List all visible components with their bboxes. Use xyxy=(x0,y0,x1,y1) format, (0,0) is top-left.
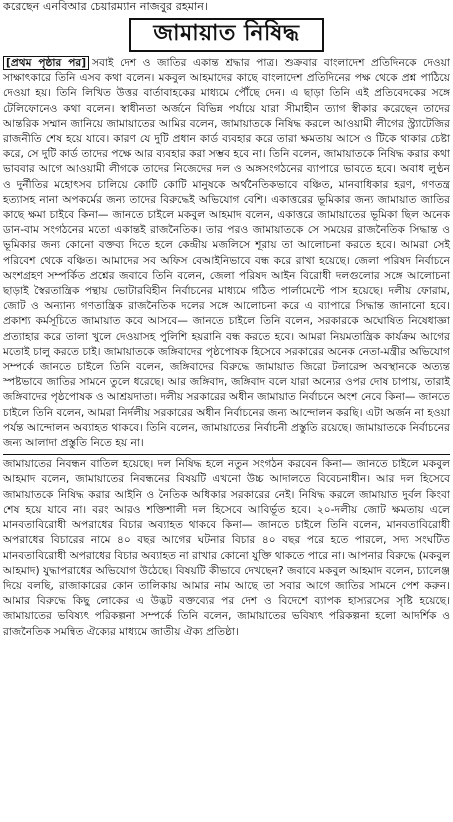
article-headline: জামায়াত নিষিদ্ধ xyxy=(129,18,323,52)
previous-article-tail: করেছেন এনবিআর চেয়ারম্যান নাজবুর রহমান। xyxy=(3,0,208,13)
article-paragraph: জামায়াতের নিবন্ধন বাতিল হয়েছে। দল নিষিদ্ধ হলে নতুন সংগঠন করবেন কিনা— জানতে চাইলে মকবুল আহমাদ বলেন, জামায়াতের নিবন্ধনের বিষয়টি এখনো উচ্চ আদালতে বিবেচনাধীন। আর দল হিসেবে জামায়াতকে নিষিদ্ধ করার আইনি ও নৈতিক অধিকার সরকারের নেই। নিষিদ্ধ করলে জামায়াত দুর্বল কিংবা শেষ হয়ে যাবে না। বরং আরও শক্তিশালী দল হিসেবে আবির্ভূত হবে। ২০-দলীয় জোট ক্ষমতায় এলে মানবতাবিরোধী অপরাধের বিচার অব্যাহত থাকবে কিনা— জানতে চাইলে তিনি বলেন, মানবতাবিরোধী অপরাধের বিচারের নামে ৪০ বছর আগের ঘটনার বিচার ৪০ বছর পরে হতে পারলে, সদ্য সংঘটিত মানবতাবিরোধী অপরাধের বিচার অব্যাহত না রাখার কোনো যুক্তি থাকতে পারে না। আপনার বিরুদ্ধে (মকবুল আহমাদ) যুদ্ধাপরাধের অভিযোগ উঠেছে। বিষয়টি কীভাবে দেখছেন? জবাবে মকবুল আহমাদ বলেন, চ্যালেঞ্জ দিয়ে বলছি, রাজাকারের কোন তালিকায় আমার নাম আছে তা সবার আগে জাতির সামনে পেশ করুন। আমার বিরুদ্ধে কিছু লোকের এ উদ্ভট বক্তব্যের পর দেশ ও বিদেশে ব্যাপক হাস্যরসের সৃষ্টি হয়েছে। জামায়াতের ভবিষ্যৎ পরিকল্পনা সম্পর্কে তিনি বলেন, জামায়াতের ভবিষ্যৎ পরিকল্পনা হলো আদর্শিক ও রাজনৈতিক সমন্বিত ঐক্যের মাধ্যমে জাতীয় ঐক্য প্রতিষ্ঠা। xyxy=(3,458,450,638)
continuation-label: [প্রথম পৃষ্ঠার পর] xyxy=(3,56,89,70)
paragraph-text: সবাই দেশ ও জাতির একান্ত শ্রদ্ধার পাত্র। শুক্রবার বাংলাদেশ প্রতিদিনকে দেওয়া সাক্ষাৎকারে তিনি এসব কথা বলেন। মকবুল আহমাদের কাছে বাংলাদেশ প্রতিদিনের পক্ষ থেকে প্রশ্ন পাঠিয়ে দেওয়া হয়। তিনি লিখিত উত্তর বার্তাবাহকের মাধ্যমে পৌঁছে দেন। এ ছাড়া তিনি এই প্রতিবেদকের সঙ্গে টেলিফোনেও কথা বলেন। স্বাধীনতা অর্জনে বিভিন্ন পর্যায়ে যারা সীমাহীন ত্যাগ স্বীকার করেছেন তাদের আন্তরিক সম্মান জানিয়ে জামায়াতের আমির বলেন, জামায়াতকে নিষিদ্ধ করলে আওয়ামী লীগের স্ট্র্যাটেজির রাজনীতি শেষ হয়ে যাবে। কারণ যে দুটি প্রধান কার্ড ব্যবহার করে তারা ক্ষমতায় আসে ও টিকে থাকার চেষ্টা করে, সে দুটি কার্ড তাদের পক্ষে আর ব্যবহার করা সম্ভব হবে না। তিনি বলেন, জামায়াতকে নিষিদ্ধ করার কথা ভাববার আগে আওয়ামী লীগকে তাদের নিজেদের দল ও অঙ্গসংগঠনের ব্যাপারে ভাবতে হবে। অবাধ লুণ্ঠন ও দুর্নীতির মহোৎসব চালিয়ে কোটি কোটি মানুষকে অর্থনৈতিকভাবে বঞ্চিত, মানবাধিকার হরণ, গণতন্ত্র হত্যাসহ নানা অপকর্মের জন্য তাদের বিরুদ্ধেই অভিযোগ বেশি। একাত্তরের ভূমিকার জন্য জামায়াত জাতির কাছে ক্ষমা চাইবে কিনা— জানতে চাইলে মকবুল আহমাদ বলেন, একাত্তরে জামায়াতের ভূমিকা ছিল অনেক ডান-বাম সংগঠনের মতো একান্তই রাজনৈতিক। তার পরও জামায়াতকে সে সময়ের রাজনৈতিক সিদ্ধান্ত ও ভূমিকার জন্য কোনো বক্তব্য দিতে হলে কেন্দ্রীয় মজলিসে শূরায় তা আলোচনা করতে হবে। আমরা সেই পরিবেশ থেকে বঞ্চিত। আমাদের সব অফিস বেআইনিভাবে বন্ধ করে রাখা হয়েছে। জেলা পরিষদ নির্বাচনে অংশগ্রহণ সম্পর্কিত প্রশ্নের জবাবে তিনি বলেন, জেলা পরিষদ আইন বিরোধী দলগুলোর সঙ্গে আলোচনা ছাড়াই স্বৈরতান্ত্রিক পন্থায় ভোটারবিহীন নির্বাচনের মাধ্যমে গঠিত পার্লামেন্টে পাস হয়েছে। দলীয় ফোরাম, জোট ও অন্যান্য গণতান্ত্রিক রাজনৈতিক দলের সঙ্গে আলোচনা করে এ ব্যাপারে সিদ্ধান্ত জানানো হবে। প্রকাশ্য কর্মসূচিতে জামায়াত কবে আসবে— জানতে চাইলে তিনি বলেন, সরকারকে অঘোষিত নিষেধাজ্ঞা প্রত্যাহার করে তালা খুলে দেওয়াসহ পুলিশি হয়রানি বন্ধ করতে হবে। আমরা নিয়মতান্ত্রিক কার্যক্রম আগের মতোই চালু করতে চাই। জামায়াতকে জঙ্গিবাদের পৃষ্ঠপোষক হিসেবে সরকারের অনেক নেতা-মন্ত্রীর অভিযোগ সম্পর্কে জানতে চাইলে তিনি বলেন, জঙ্গিবাদের বিরুদ্ধে জামায়াত জিরো টলারেন্স অবস্থানকে অত্যন্ত স্পষ্টভাবে জাতির সামনে তুলে ধরেছে। আর জঙ্গিবাদ, জঙ্গিবাদ বলে যারা অন্যের ওপর দোষ চাপায়, তারাই জঙ্গিবাদের পৃষ্ঠপোষক ও আশ্রয়দাতা। দলীয় সরকারের অধীন জামায়াত নির্বাচনে অংশ নেবে কিনা— জানতে চাইলে তিনি বলেন, আমরা নির্দলীয় সরকারের অধীন নির্বাচনের জন্য আন্দোলন করছি। এটা অর্জন না হওয়া পর্যন্ত আন্দোলন অব্যাহত থাকবে। তিনি বলেন, জামায়াতের নির্বাচনী প্রস্তুতি রয়েছে। জামায়াতকে নির্বাচনের জন্য আলাদা প্রস্তুতি নিতে হয় না। xyxy=(3,57,450,450)
section-divider xyxy=(3,454,450,455)
article-paragraph xyxy=(3,56,450,451)
headline-box xyxy=(3,18,450,52)
article-body xyxy=(3,56,450,640)
